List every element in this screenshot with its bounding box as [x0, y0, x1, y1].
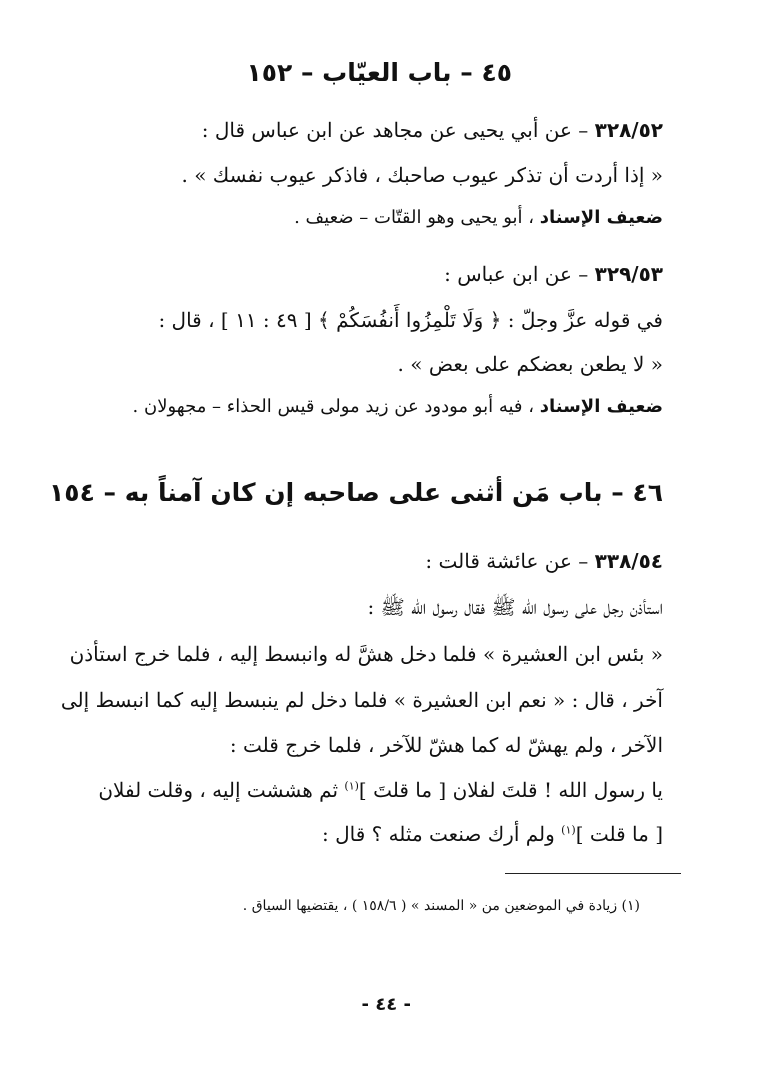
hadith-chain: – عن عائشة قالت : — [425, 549, 595, 573]
hadith-52-header — [202, 118, 663, 142]
hadith-54-line-1: استأذن رجل على رسول الله ﷺ فقال رسول الله ﷺ : — [367, 595, 663, 619]
hadith-number: ٣٣٨/٥٤ — [594, 549, 663, 573]
hadith-54-line-4: الآخر ، ولم يهشّ له كما هشّ للآخر ، فلما خرج قلت : — [229, 733, 663, 757]
hadith-53-header — [444, 262, 663, 286]
page-number: - ٤٤ - — [361, 994, 411, 1015]
grade-label: ضعيف الإسناد — [539, 396, 663, 417]
footnote-ref: (١) — [561, 823, 576, 837]
hadith-54-line-5 — [98, 778, 663, 802]
footnote: (١) زيادة في الموضعين من « المسند » ( ١٥٨/٦ ) ، يقتضيها السياق . — [242, 898, 640, 914]
section-heading-46: ٤٦ – باب مَن أثنى على صاحبه إن كان آمناً به – ١٥٤ — [49, 478, 663, 507]
hadith-53-line-2: « لا يطعن بعضكم على بعض » . — [397, 352, 663, 376]
hadith-chain: – عن أبي يحيى عن مجاهد عن ابن عباس قال : — [201, 118, 595, 142]
hadith-54-line-3: آخر ، قال : « نعم ابن العشيرة » فلما دخل لم ينبسط إليه كما انبسط إلى — [60, 688, 663, 712]
hadith-53-line-1: في قوله عزَّ وجلّ : ﴿ وَلَا تَلْمِزُوا أَنفُسَكُمْ ﴾ [ ٤٩ : ١١ ] ، قال : — [158, 308, 663, 332]
hadith-52-grade — [294, 207, 663, 229]
grade-note: ، فيه أبو مودود عن زيد مولى قيس الحذاء – مجهولان . — [132, 396, 540, 417]
grade-note: ، أبو يحيى وهو القتّات – ضعيف . — [294, 207, 540, 228]
line-text: ثم هششت إليه ، وقلت لفلان — [98, 778, 345, 802]
hadith-54-header — [425, 549, 663, 573]
hadith-number: ٣٢٩/٥٣ — [594, 262, 663, 286]
footnote-ref: (١) — [344, 779, 359, 793]
section-heading-45: ٤٥ – باب العيّاب – ١٥٢ — [246, 58, 512, 87]
footnote-separator — [505, 873, 681, 874]
hadith-number: ٣٢٨/٥٢ — [594, 118, 663, 142]
grade-label: ضعيف الإسناد — [539, 207, 663, 228]
line-text: يا رسول الله ! قلتَ لفلان [ ما قلتَ ] — [358, 778, 663, 802]
hadith-54-line-2: « بئس ابن العشيرة » فلما دخل هشَّ له وانبسط إليه ، فلما خرج استأذن — [69, 642, 663, 666]
line-text: [ ما قلت ] — [575, 822, 663, 846]
hadith-53-grade — [133, 396, 663, 418]
hadith-chain: – عن ابن عباس : — [444, 262, 595, 286]
hadith-54-line-6 — [322, 822, 663, 846]
line-text: ولم أرك صنعت مثله ؟ قال : — [321, 822, 562, 846]
hadith-52-text: « إذا أردت أن تذكر عيوب صاحبك ، فاذكر عيوب نفسك » . — [181, 163, 663, 187]
